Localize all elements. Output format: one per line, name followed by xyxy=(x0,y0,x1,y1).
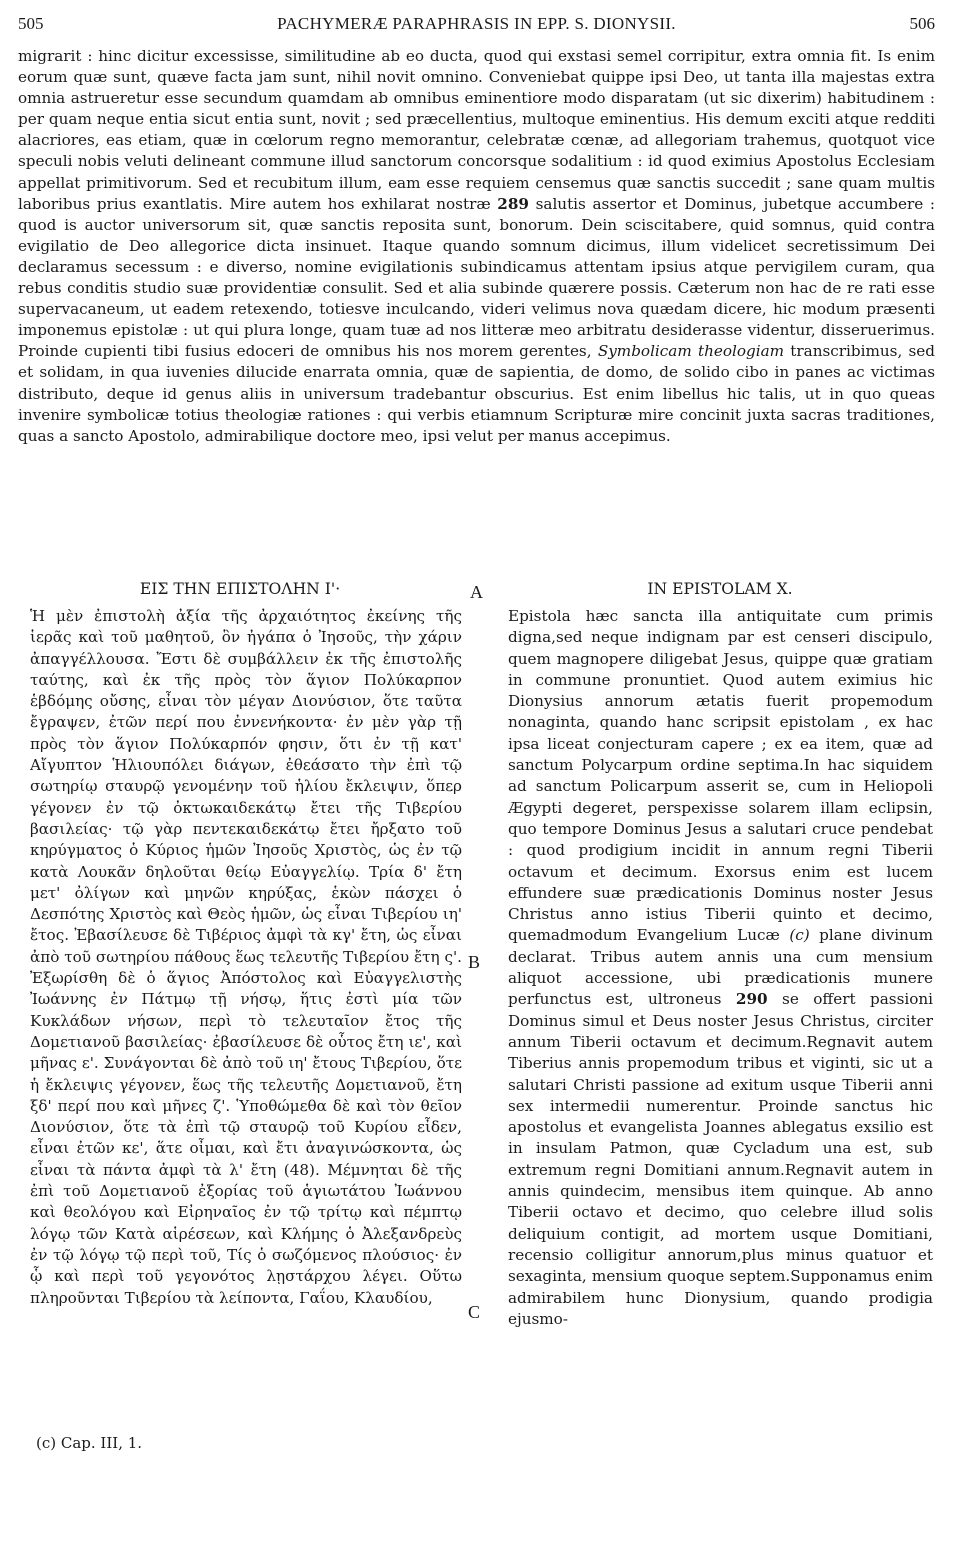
latin-column xyxy=(508,606,933,1330)
footnote-ref: (c) xyxy=(789,926,810,945)
page-marker-290: 290 xyxy=(735,990,768,1009)
latin-text-b: plane divinum declarat. Tribus autem annis una cum mensium aliquot accessione, ubi prædicationis munere perfunctus est, ultroneus xyxy=(508,926,934,1009)
margin-letter-c: C xyxy=(468,1302,481,1322)
page-header xyxy=(18,14,935,38)
page-number-left: 505 xyxy=(18,14,44,33)
intro-text-c: transcribimus, sed et solidam, in qua iuvenies dilucide enarrata omnia, quæ de sapientia, de domo, de solido cibo in panes ac victimas distributo, deque id genus aliis in universum tradebantur obscurius. Est enim libellus hic talis, ut in quo queas invenire symbolicæ totius theologiæ rationes : qui verbis etiamnum Scripturæ mire concinit juxta sacras traditiones, quas a sancto Apostolo, admirabilique doctore meo, ipsi velut per manus accepimus. xyxy=(18,342,936,445)
page-number-right: 506 xyxy=(909,14,935,33)
greek-column-title: ΕΙΣ ΤΗΝ ΕΠΙΣΤΟΛΗΝ Ι'· xyxy=(139,580,341,598)
running-title: PACHYMERÆ PARAPHRASIS IN EPP. S. DIONYSII. xyxy=(277,14,676,33)
margin-letter-b: B xyxy=(468,952,481,972)
latin-text xyxy=(508,606,933,1330)
greek-text: Ἡ μὲν ἐπιστολὴ ἀξία τῆς ἀρχαιότητος ἐκείνης τῆς ἱερᾶς καὶ τοῦ μαθητοῦ, ὃν ἠγάπα ὁ Ἰησοῦς, τὴν χάριν ἀπαγγέλλουσα. Ἔστι δὲ συμβάλλειν ἐκ τῆς ἐπιστολῆς ταύτης, καὶ ἐκ τῆς πρὸς τὸν ἅγιον Πολύκαρπον ἑβδόμης οὔσης, εἶναι τὸν μέγαν Διονύσιον, ὅτε ταῦτα ἔγραψεν, ἐτῶν περί που ἐννενήκοντα· ἐν μὲν γὰρ τῇ πρὸς τὸν ἅγιον Πολύκαρπόν φησιν, ὅτι ἐν τῇ κατ' Αἴγυπτον Ἡλιουπόλει διάγων, ἐθεάσατο τὴν ἐπὶ τῷ σωτηρίῳ σταυρῷ γενομένην τοῦ ἡλίου ἔκλειψιν, ὅπερ γέγονεν ἐν τῷ ὀκτωκαιδεκάτῳ ἔτει τῆς Τιβερίου βασιλείας· τῷ γὰρ πεντεκαιδεκάτῳ ἔτει ἤρξατο τοῦ κηρύγματος ὁ Κύριος ἡμῶν Ἰησοῦς Χριστὸς, ὡς ἐν τῷ κατὰ Λουκᾶν δηλοῦται θείῳ Εὐαγγελίῳ. Τρία δ' ἔτη μετ' ὀλίγων καὶ μηνῶν κηρύξας, ἑκὼν πάσχει ὁ Δεσπότης Χριστὸς καὶ Θεὸς ἡμῶν, ὡς εἶναι Τιβερίου ιη' ἔτος. Ἐβασίλευσε δὲ Τιβέριος ἀμφὶ τὰ κγ' ἔτη, ὡς εἶναι ἀπὸ τοῦ σωτηρίου πάθους ἕως τελευτῆς Τιβερίου ἔτη ς'. Ἐξωρίσθη δὲ ὁ ἅγιος Ἀπόστολος καὶ Εὐαγγελιστὴς Ἰωάννης ἐν Πάτμῳ τῇ νήσῳ, ἥτις ἐστὶ μία τῶν Κυκλάδων νήσων, περὶ τὸ τελευταῖον ἔτος τῆς Δομετιανοῦ βασιλείας· ἐβασίλευσε δὲ οὗτος ἔτη ιε', καὶ μῆνας ε'. Συνάγονται δὲ ἀπὸ τοῦ ιη' ἔτους Τιβερίου, ὅτε ἡ ἔκλειψις γέγονεν, ἕως τῆς τελευτῆς Δομετιανοῦ, ἔτη ξδ' περί που καὶ μῆνες ζ'. Ὑποθώμεθα δὲ καὶ τὸν θεῖον Διονύσιον, ὅτε τὰ ἐπὶ τῷ σταυρῷ τοῦ Κυρίου εἶδεν, εἶναι ἐτῶν κε', ἅτε οἶμαι, καὶ ἔτι ἀναγινώσκοντα, ὡς εἶναι τὰ πάντα ἀμφὶ τὰ λ' ἔτη (48). Μέμνηται δὲ τῆς ἐπὶ τοῦ Δομετιανοῦ ἐξορίας τοῦ ἁγιωτάτου Ἰωάννου καὶ θεολόγου καὶ Εἰρηναῖος ἐν τῷ τρίτῳ καὶ πέμπτῳ λόγῳ τῶν Κατὰ αἱρέσεων, καὶ Κλήμης ὁ Ἀλεξανδρεὺς ἐν τῷ λόγῳ τῷ περὶ τοῦ, Τίς ὁ σωζόμενος πλούσιος· ἐν ᾧ καὶ περὶ τοῦ γεγονότος λῃστάρχου λέγει. Οὕτω πληροῦνται Τιβερίου τὰ λείποντα, Γαΐου, Κλαυδίου, xyxy=(30,607,462,1307)
intro-text-b: salutis assertor et Dominus, jubetque accumbere : quod is auctor universorum sit, quæ sanctis reposita sunt, bonorum. Dein sciscitabere, quid somnus, quid contra evigilatio de Deo allegorice dicta insinuet. Itaque quando somnum dicimus, illum videlicet secretissimum Dei declaramus secessum : e diverso, nomine evigilationis subindicamus attentam ipsius atque pervigilem curam, qua rebus conditis studio suæ providentiæ consulit. Sed et alia subinde quærere possis. Cæterum non hac de re rati esse supervacaneum, ut eadem retexendo, totiesve inculcando, videri velimus nova quædam dicere, hic modum præsenti imponemus epistolæ : ut qui plura longe, quam tuæ ad nos litteræ meo arbitratu desiderasse videntur, disseruerimus. Proinde cupienti tibi fusius edoceri de omnibus his nos morem gerentes, xyxy=(18,194,935,361)
latin-column-title: IN EPISTOLAM X. xyxy=(647,580,793,598)
intro-paragraph xyxy=(18,46,935,447)
page-marker-289: 289 xyxy=(497,194,529,213)
latin-text-c: se offert passioni Dominus simul et Deus noster Jesus Christus, circiter annum Tiberii octavum et decimum.Regnavit autem Tiberius annis propemodum tribus et viginti, sic ut a salutari Christi passione ad exitum usque Tiberii anni sex intermedii numerentur. Proinde sanctus hic apostolus et evangelista Joannes ablegatus exsilio est in insulam Patmon, quæ Cycladum una est, sub extremum regni Domitiani annum.Regnavit autem in annis quindecim, mensibus item quinque. Ab anno Tiberii octavo et decimo, quo celebre illud solis deliquium contigit, ad mortem usque Domitiani, recensio colligitur annorum,plus minus quatuor et sexaginta, mensium quoque septem.Supponamus enim admirabilem hunc Dionysium, quando prodigia ejusmo- xyxy=(508,990,934,1328)
margin-letter-a: A xyxy=(470,582,483,602)
greek-column xyxy=(30,606,462,1309)
latin-text-a: Epistola hæc sancta illa antiquitate cum primis digna,sed neque indignam par est censeri discipulo, quem magnopere diligebat Jesus, quippe quæ gratiam in commune pronuntiet. Quod autem eximius hic Dionysius annorum ætatis fuerit propemodum nonaginta, quando hanc scripsit epistolam , ex hac ipsa liceat conjecturam capere ; ex ea item, quæ ad sanctum Polycarpum ordine septima.In hac siquidem ad sanctum Policarpum asserit se, cum in Heliopoli Ægypti degeret, perspexisse solarem illam eclipsin, quo tempore Dominus Jesus a salutari cruce pendebat : quod prodigium incidit in annum regni Tiberii octavum et decimum. Exorsus enim est lucem effundere suæ prædicationis Dominus noster Jesus Christus anno istius Tiberii quinto et decimo, quemadmodum Evangelium Lucæ xyxy=(508,607,933,945)
italic-title: Symbolicam theologiam xyxy=(597,342,785,361)
intro-text-a: migrarit : hinc dicitur excessisse, similitudine ab eo ducta, quod qui exstasi semel corripitur, extra omnia fit. Is enim eorum quæ sunt, quæve facta jam sunt, nihil novit omnino. Conveniebat quippe ipsi Deo, ut tanta illa majestas extra omnia astrueretur esse secundum quamdam ab omnibus eminentiore modo disparatam (ut sic dixerim) habitudinem : per quam neque entia sicut entia sunt, novit ; sed præcellentius, multoque eminentius. His demum exciti atque redditi alacriores, eas etiam, quæ in cœlorum regno memorantur, celebratæ cœnæ, ad allegoriam trahemus, quotquot vice speculi nobis veluti delineant commune illud sanctorum concorsque sodalitium : id quod eximius Apostolus Ecclesiam appellat primitivorum. Sed et recubitum illum, eam esse requiem censemus quæ sanctis succedit ; sane quam multis laboribus prius exantlatis. Mire autem hos exhilarat nostræ xyxy=(18,47,935,213)
footnote: (c) Cap. III, 1. xyxy=(36,1434,143,1452)
intro-text xyxy=(18,46,935,447)
